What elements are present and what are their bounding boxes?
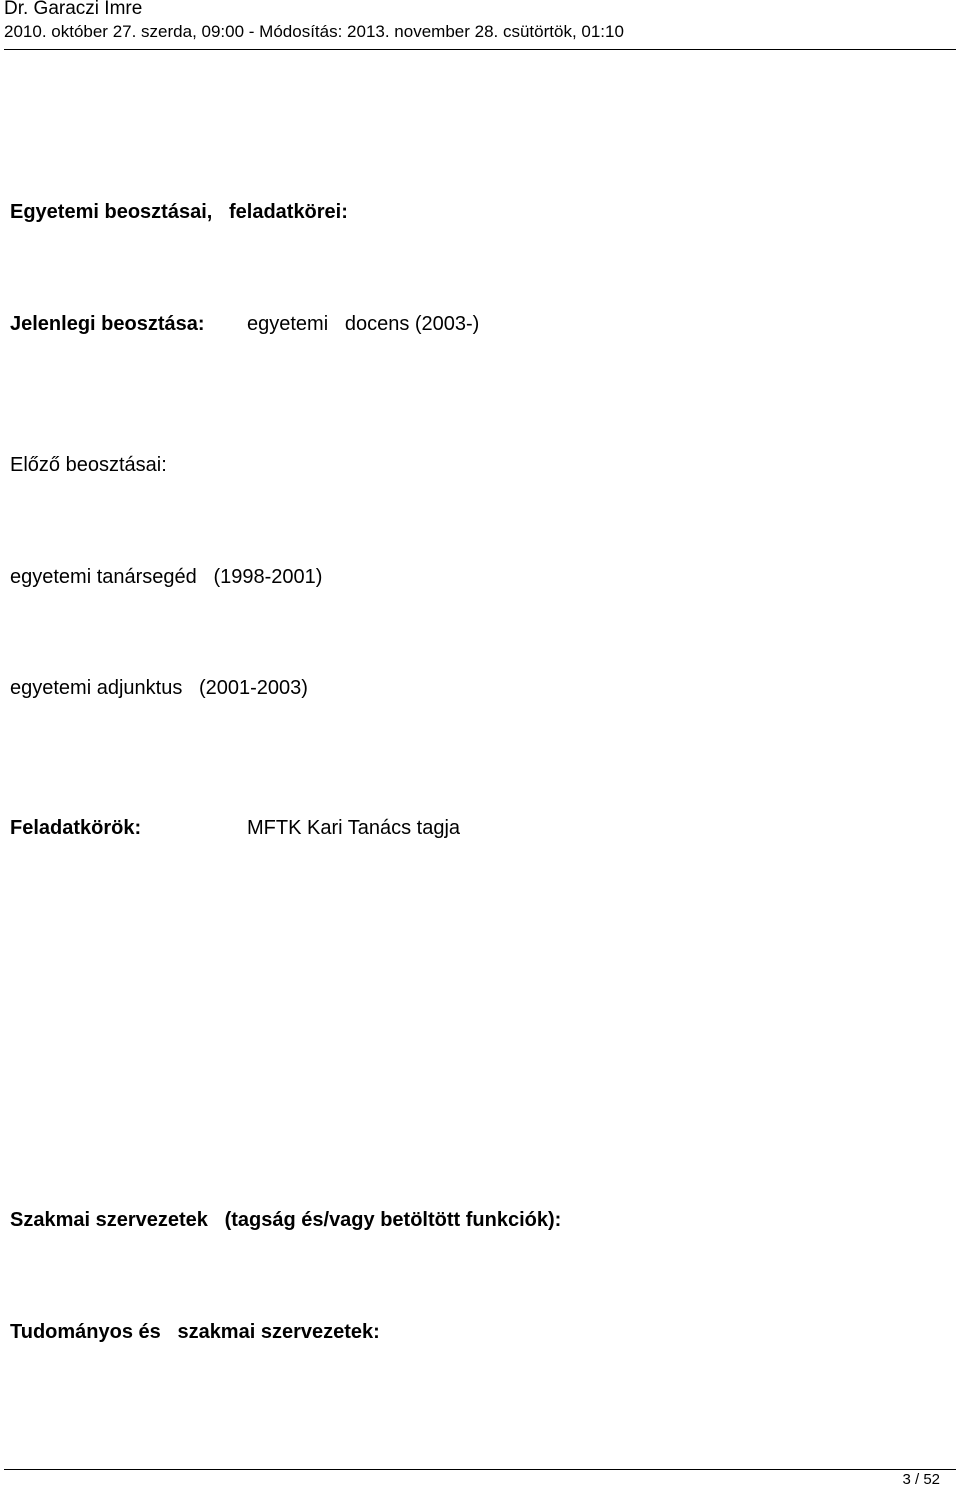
- tasks-value: MFTK Kari Tanács tagja: [247, 817, 461, 839]
- scientific-organizations-heading: Tudományos és szakmai szervezetek:: [10, 1321, 380, 1343]
- document-header-name: Dr. Garaczi Imre: [4, 0, 143, 19]
- professional-organizations-heading: Szakmai szervezetek (tagság és/vagy betöltött funkciók):: [10, 1209, 562, 1231]
- footer-divider: [4, 1469, 956, 1470]
- current-position-label: Jelenlegi beosztása:: [10, 313, 205, 335]
- previous-positions-heading: Előző beosztásai:: [10, 454, 167, 476]
- header-divider: [4, 49, 956, 50]
- document-header-meta: 2010. október 27. szerda, 09:00 - Módosítás: 2013. november 28. csütörtök, 01:10: [4, 22, 624, 41]
- positions-heading: Egyetemi beosztásai, feladatkörei:: [10, 201, 348, 223]
- previous-position-item: egyetemi tanársegéd (1998-2001): [10, 566, 323, 588]
- current-position-value: egyetemi docens (2003-): [247, 313, 480, 335]
- previous-position-item: egyetemi adjunktus (2001-2003): [10, 677, 308, 699]
- page-number: 3 / 52: [902, 1471, 940, 1488]
- tasks-label: Feladatkörök:: [10, 817, 142, 839]
